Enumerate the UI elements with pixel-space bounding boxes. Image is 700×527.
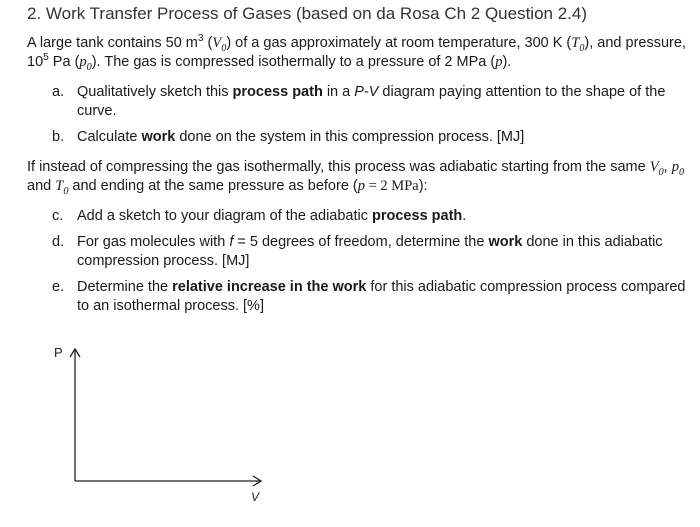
symbol-T0: $T_0$ <box>55 178 69 197</box>
y-axis-label: P <box>54 345 63 360</box>
subquestion-text: For gas molecules with <box>77 234 230 250</box>
symbol-V0: $V_0$ <box>649 159 664 178</box>
bold-term: process path <box>232 84 323 100</box>
italic-term: P-V <box>354 84 379 100</box>
subquestion-a <box>52 83 687 121</box>
subquestion-marker: c. <box>52 208 64 224</box>
adiabatic-subquestions <box>52 207 687 323</box>
symbol-p: p <box>357 178 365 194</box>
symbol-p0: $p_0$ <box>79 54 92 73</box>
adiabatic-text-1: If instead of compressing the gas isothermally, this process was adiabatic starting from the same <box>27 159 650 175</box>
intro-text-6: ). The gas is compressed isothermally to a pressure of 2 MPa ( <box>91 54 496 70</box>
subquestion-marker: e. <box>52 279 65 295</box>
subquestion-d <box>52 233 687 271</box>
subquestion-c <box>52 207 687 226</box>
subquestion-text: = 5 degrees of freedom, determine the <box>233 234 489 250</box>
x-axis-label: V <box>251 490 260 504</box>
adiabatic-text-2: and <box>27 178 56 194</box>
adiabatic-intro <box>27 158 687 196</box>
subquestion-marker: d. <box>52 234 65 250</box>
subquestion-marker: a. <box>52 84 65 100</box>
subquestion-text: Add a sketch to your diagram of the adiabatic <box>77 208 373 224</box>
subquestion-text: for this adiabatic compression process compared to an isothermal process. [%] <box>77 279 686 314</box>
adiabatic-text-4: ): <box>418 178 428 194</box>
pv-diagram-axes <box>40 340 280 505</box>
subquestion-text: . <box>462 208 467 224</box>
italic-variable: f <box>229 234 234 250</box>
question-heading: 2. Work Transfer Process of Gases (based on da Rosa Ch 2 Question 2.4) <box>27 4 588 23</box>
subquestion-e <box>52 278 687 316</box>
subquestion-text: in a <box>322 84 355 100</box>
bold-term: work <box>141 129 176 145</box>
intro-text-5: Pa ( <box>48 54 80 70</box>
symbol-p0: $p_0$ <box>671 159 685 178</box>
isothermal-subquestions <box>52 83 687 154</box>
subquestion-text: done in this adiabatic compression process. [MJ] <box>77 234 663 269</box>
subquestion-marker: b. <box>52 129 65 145</box>
subquestion-text: diagram paying attention to the shape of the curve. <box>77 84 666 119</box>
intro-text-2: ( <box>203 35 213 51</box>
adiabatic-text-3: and ending at the same pressure as before ( <box>68 178 358 194</box>
pressure-equation: = 2 MPa <box>365 178 419 194</box>
problem-intro <box>27 34 687 72</box>
subquestion-text: done on the system in this compression process. [MJ] <box>175 129 525 145</box>
symbol-T0: $T_0$ <box>571 35 585 54</box>
intro-volume-exponent: 3 <box>197 33 204 45</box>
intro-text-7: ). <box>502 54 512 70</box>
symbol-p: p <box>495 54 503 70</box>
separator: , <box>663 159 672 175</box>
bold-term: relative increase in the work <box>172 279 367 295</box>
subquestion-text: Calculate <box>77 129 142 145</box>
subquestion-text: Determine the <box>77 279 173 295</box>
bold-term: work <box>488 234 523 250</box>
bold-term: process path <box>372 208 463 224</box>
symbol-V0: $V_0$ <box>212 35 227 54</box>
subquestion-b <box>52 128 687 147</box>
intro-text-1: A large tank contains 50 m <box>27 35 198 51</box>
intro-text-4: ), and pressure, 10 <box>27 35 686 70</box>
intro-text-3: ) of a gas approximately at room temperature, 300 K ( <box>226 35 572 51</box>
subquestion-text: Qualitatively sketch this <box>77 84 233 100</box>
intro-pressure-exponent: 5 <box>43 52 49 64</box>
